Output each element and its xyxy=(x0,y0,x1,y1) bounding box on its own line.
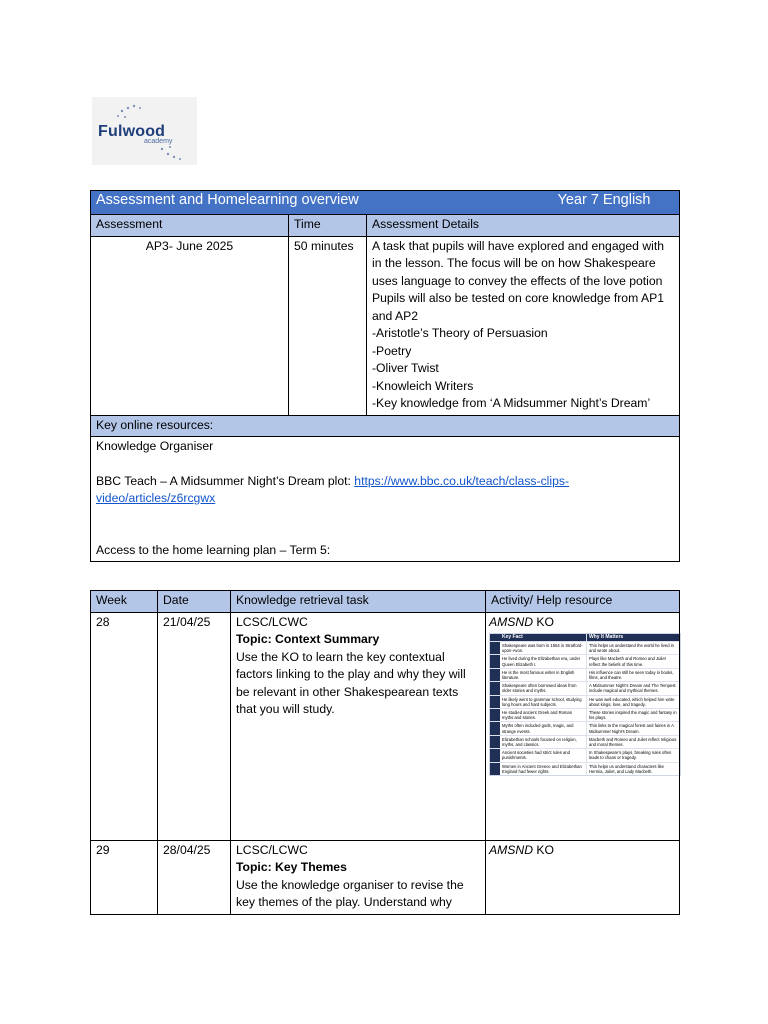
school-logo xyxy=(92,97,197,165)
assessment-time: 50 minutes xyxy=(289,236,367,415)
ko-row xyxy=(490,681,680,694)
activity-cell xyxy=(486,840,680,914)
resources-label: Key online resources: xyxy=(91,415,680,437)
task-cell xyxy=(231,840,486,914)
col-details-header: Assessment Details xyxy=(367,215,680,237)
overview-title-row xyxy=(91,191,680,215)
details-line: Pupils will also be tested on core knowledge from AP1 and AP2 xyxy=(372,291,664,323)
overview-header-row xyxy=(91,215,680,237)
ko-row xyxy=(490,708,680,721)
week-cell: 28 xyxy=(91,612,158,840)
col-assessment-header: Assessment xyxy=(91,215,289,237)
ko-row xyxy=(490,735,680,748)
subject-title: Year 7 English xyxy=(557,192,651,208)
activity-title-rest: KO xyxy=(533,842,555,857)
ko-fact: Women in Ancient Greece and Elizabethan England had fewer rights. xyxy=(500,763,587,775)
activity-cell xyxy=(486,612,680,840)
assessment-row xyxy=(91,236,680,415)
ko-why: This links to the magical forest and fairies in A Midsummer Night’s Dream. xyxy=(589,723,674,734)
ko-why: Macbeth and Romeo and Juliet reflect religious and moral themes. xyxy=(589,736,677,748)
ko-why: A Midsummer Night’s Dream and The Tempest include magical and mythical themes. xyxy=(589,683,676,694)
ko-why: Plays like Macbeth and Romeo and Juliet reflect the beliefs of this time. xyxy=(589,656,666,667)
ko-fact: Elizabethan schools focused on religion, myths, and classics. xyxy=(500,736,587,748)
ko-head-row xyxy=(490,634,680,641)
ko-row-marker xyxy=(490,763,500,775)
resources-row xyxy=(91,437,680,562)
activity-title-rest: KO xyxy=(533,614,555,629)
assessment-overview-table xyxy=(90,190,680,562)
ko-fact: Shakespeare was born in 1564 in Stratford-upon-Avon. xyxy=(500,642,587,654)
ko-row xyxy=(490,748,680,761)
activity-header: Activity/ Help resource xyxy=(486,591,680,613)
ko-row-marker xyxy=(490,736,500,748)
ko-row-marker xyxy=(490,749,500,761)
date-header: Date xyxy=(158,591,231,613)
ko-row xyxy=(490,668,680,681)
ko-why: In Shakespeare’s plays, breaking rules often leads to chaos or tragedy. xyxy=(589,750,672,761)
bbc-resource xyxy=(96,473,674,508)
details-line: -Aristotle’s Theory of Persuasion xyxy=(372,326,548,340)
ko-row-marker xyxy=(490,696,500,708)
activity-title-italic: AMSND xyxy=(489,842,534,857)
task-topic: Topic: Key Themes xyxy=(236,860,347,874)
plan-row-week-28 xyxy=(91,612,680,840)
knowledge-organiser-thumbnail xyxy=(489,633,681,776)
ko-row-marker xyxy=(490,722,500,734)
ko-fact: Shakespeare often borrowed ideas from older stories and myths. xyxy=(500,682,587,694)
activity-title-italic: AMSND xyxy=(489,614,534,629)
details-line: -Knowleich Writers xyxy=(372,378,474,393)
bbc-link[interactable]: https://www.bbc.co.uk/teach/class-clips-video/articles/z6rcgwx xyxy=(96,473,570,505)
ko-fact: He is the most famous writer in English literature. xyxy=(500,669,587,681)
task-code: LCSC/LCWC xyxy=(236,842,308,857)
ko-row xyxy=(490,695,680,708)
ko-row xyxy=(490,641,680,654)
home-learning-plan-text: Access to the home learning plan – Term 5: xyxy=(96,542,331,557)
details-line: -Poetry xyxy=(372,343,412,358)
assessment-name: AP3- June 2025 xyxy=(91,236,289,415)
details-line: -Key knowledge from ‘A Midsummer Night’s Dream’ xyxy=(372,396,651,410)
week-header: Week xyxy=(91,591,158,613)
home-learning-plan-table xyxy=(90,590,680,915)
ko-row-marker xyxy=(490,642,500,654)
ko-head-fact: Key Fact xyxy=(500,634,587,641)
date-cell: 28/04/25 xyxy=(158,840,231,914)
task-description: Use the KO to learn the key contextual factors linking to the play and why they will be relevant in other Shakespearean texts that you will study. xyxy=(236,649,466,716)
plan-row-week-29 xyxy=(91,840,680,914)
task-cell xyxy=(231,612,486,840)
ko-row xyxy=(490,762,680,775)
ko-why: He was well educated, which helped him write about kings, love, and tragedy. xyxy=(589,696,675,707)
task-code: LCSC/LCWC xyxy=(236,614,308,629)
ko-why: These stories inspired the magic and fantasy in his plays. xyxy=(589,710,677,721)
ko-row xyxy=(490,721,680,734)
resources-header-row xyxy=(91,415,680,437)
logo-subtext: academy xyxy=(144,138,173,145)
plan-header-row xyxy=(91,591,680,613)
ko-why: This helps us understand the world he lived in and wrote about. xyxy=(589,643,674,654)
details-line: -Oliver Twist xyxy=(372,361,439,375)
ko-row-marker xyxy=(490,682,500,694)
col-time-header: Time xyxy=(289,215,367,237)
date-cell: 21/04/25 xyxy=(158,612,231,840)
knowledge-organiser-text: Knowledge Organiser xyxy=(96,439,214,453)
details-line: A task that pupils will have explored and engaged with in the lesson. The focus will be on how Shakespeare uses language to convey the effects of the love potion xyxy=(372,238,665,288)
bbc-prefix: BBC Teach – A Midsummer Night’s Dream plot: xyxy=(96,473,355,488)
ko-row-marker xyxy=(490,709,500,721)
ko-fact: Ancient societies had strict rules and punishments. xyxy=(500,749,587,761)
ko-fact: He lived during the Elizabethan era, under Queen Elizabeth I. xyxy=(500,655,587,667)
task-description: Use the knowledge organiser to revise the key themes of the play. Understand why xyxy=(236,877,464,909)
ko-why: This helps us understand characters like Hermia, Juliet, and Lady Macbeth. xyxy=(589,763,664,774)
ko-row-marker xyxy=(490,669,500,681)
ko-head-why: Why It Matters xyxy=(589,634,624,640)
task-topic: Topic: Context Summary xyxy=(236,632,380,646)
assessment-details xyxy=(367,236,680,415)
task-header: Knowledge retrieval task xyxy=(231,591,486,613)
logo-text: Fulwood xyxy=(98,123,166,140)
ko-fact: Myths often included gods, magic, and strange events. xyxy=(500,722,587,734)
ko-row-marker xyxy=(490,655,500,667)
ko-fact: He likely went to grammar school, studying long hours and hard subjects. xyxy=(500,696,587,708)
overview-title: Assessment and Homelearning overview xyxy=(96,192,359,208)
ko-row xyxy=(490,654,680,667)
ko-fact: He studied ancient Greek and Roman myths and stories. xyxy=(500,709,587,721)
week-cell: 29 xyxy=(91,840,158,914)
ko-why: His influence can still be seen today in books, films, and theatre. xyxy=(589,669,674,681)
